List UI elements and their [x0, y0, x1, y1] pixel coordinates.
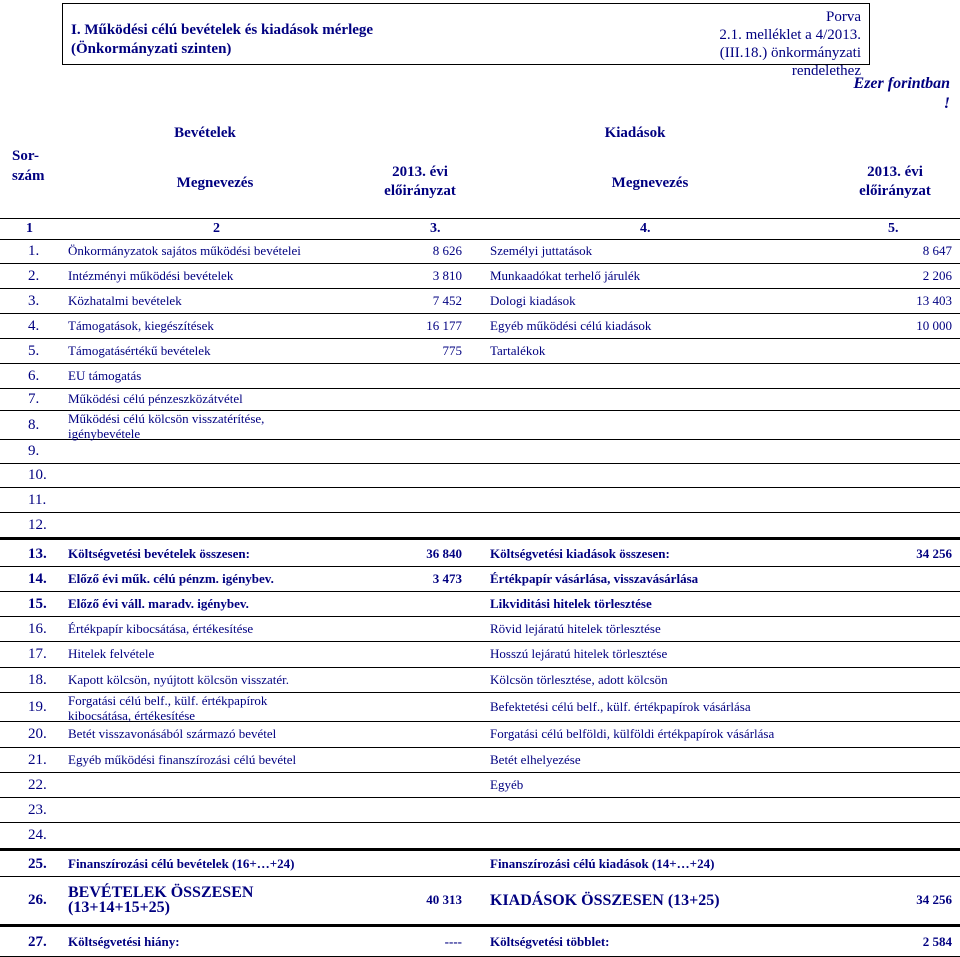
row-number: 24.	[28, 827, 47, 843]
income-name: Működési célú pénzeszközátvétel	[68, 391, 243, 406]
table-row	[0, 411, 960, 440]
income-name: Közhatalmi bevételek	[68, 293, 182, 308]
document-subtitle: (Önkormányzati szinten)	[71, 41, 232, 57]
row-number: 8.	[28, 417, 40, 433]
expense-amount: 2 206	[922, 268, 952, 283]
expense-name: Személyi juttatások	[490, 243, 593, 258]
expense-name: KIADÁSOK ÖSSZESEN (13+25)	[490, 892, 720, 909]
row-number: 5.	[28, 343, 40, 359]
title-box	[62, 3, 870, 79]
income-amount: 7 452	[432, 293, 462, 308]
income-name: Egyéb működési finanszírozási célú bevétel	[68, 752, 297, 767]
row-number: 23.	[28, 802, 47, 818]
row-number: 20.	[28, 726, 47, 742]
expense-name: Költségvetési többlet:	[490, 934, 610, 949]
row-number: 2.	[28, 268, 40, 284]
table-row	[0, 264, 960, 289]
table-row	[0, 389, 960, 411]
table-row	[0, 592, 960, 617]
row-number: 27.	[28, 934, 47, 950]
income-name: Betét visszavonásából származó bevétel	[68, 726, 277, 741]
income-amount: 8 626	[432, 243, 462, 258]
income-name: Önkormányzatok sajátos működési bevételei	[68, 243, 301, 258]
income-name: Költségvetési bevételek összesen:	[68, 546, 250, 561]
income-name: Támogatásértékű bevételek	[68, 343, 211, 358]
eloiranyzat-left-line2: előirányzat	[384, 183, 456, 199]
table-row	[0, 538, 960, 567]
income-name-cont: igénybevétele	[68, 426, 141, 441]
sorszam-line1: Sor-	[12, 148, 39, 164]
row-number: 25.	[28, 856, 47, 872]
row-number: 10.	[28, 467, 47, 483]
income-name: Működési célú kölcsön visszatérítése,	[68, 411, 265, 426]
expense-name: Rövid lejáratú hitelek törlesztése	[490, 621, 661, 636]
row-number: 11.	[28, 492, 47, 508]
col-num-5: 5.	[888, 221, 899, 236]
eloiranyzat-left-line1: 2013. évi	[392, 164, 448, 180]
table-row	[0, 798, 960, 823]
income-amount: 3 473	[432, 571, 462, 586]
table-row	[0, 748, 960, 773]
row-number: 21.	[28, 752, 47, 768]
row-number: 19.	[28, 699, 47, 715]
row-number: 12.	[28, 517, 47, 533]
income-name: Támogatások, kiegészítések	[68, 318, 214, 333]
row-number: 17.	[28, 646, 47, 662]
income-amount: 3 810	[432, 268, 462, 283]
table-row	[0, 364, 960, 389]
table-row	[0, 513, 960, 538]
annex-line-3: rendelethez	[791, 63, 861, 79]
eloiranyzat-right-line2: előirányzat	[859, 183, 931, 199]
eloiranyzat-right-line1: 2013. évi	[867, 164, 923, 180]
expense-name: Finanszírozási célú kiadások (14+…+24)	[490, 856, 715, 871]
table-row	[0, 314, 960, 339]
income-name-cont: (13+14+15+25)	[68, 899, 171, 916]
table-row	[0, 240, 960, 264]
annex-reference	[719, 8, 861, 80]
column-header-megnevezes-right: Megnevezés	[611, 175, 689, 191]
document-title: I. Működési célú bevételek és kiadások mérlege	[71, 22, 374, 38]
income-amount: ----	[444, 934, 462, 949]
expense-name: Befektetési célú belf., külf. értékpapírok vásárlása	[490, 699, 751, 714]
column-number-row	[0, 218, 960, 240]
expense-name: Betét elhelyezése	[490, 752, 581, 767]
income-amount: 775	[442, 343, 462, 358]
table-row	[0, 925, 960, 957]
row-number: 18.	[28, 672, 47, 688]
table-row	[0, 464, 960, 488]
municipality-name: Porva	[826, 9, 861, 25]
income-name: Értékpapír kibocsátása, értékesítése	[68, 621, 254, 636]
row-number: 13.	[28, 546, 47, 562]
annex-line-1: 2.1. melléklet a 4/2013.	[719, 27, 861, 43]
col-num-1: 1	[26, 221, 33, 236]
expense-name: Munkaadókat terhelő járulék	[490, 268, 641, 283]
row-number: 22.	[28, 777, 47, 793]
table-row	[0, 289, 960, 314]
expense-amount: 34 256	[916, 892, 952, 907]
table-row	[0, 440, 960, 464]
unit-label-line2: !	[943, 95, 950, 112]
expense-name: Költségvetési kiadások összesen:	[490, 546, 670, 561]
income-name-cont: kibocsátása, értékesítése	[68, 708, 196, 723]
income-name: Forgatási célú belf., külf. értékpapírok	[68, 693, 268, 708]
expense-amount: 13 403	[916, 293, 952, 308]
table-row	[0, 823, 960, 849]
income-name: Finanszírozási célú bevételek (16+…+24)	[68, 856, 295, 871]
table-row	[0, 773, 960, 798]
unit-label	[854, 74, 950, 114]
expense-name: Dologi kiadások	[490, 293, 576, 308]
row-number: 7.	[28, 391, 40, 407]
sorszam-line2: szám	[12, 168, 45, 184]
expense-name: Hosszú lejáratú hitelek törlesztése	[490, 646, 668, 661]
row-number: 9.	[28, 443, 40, 459]
expense-amount: 2 584	[922, 934, 952, 949]
table-row	[0, 642, 960, 668]
document-header	[0, 0, 960, 218]
row-number: 4.	[28, 318, 40, 334]
column-header-kiadasok: Kiadások	[604, 125, 666, 141]
income-name: Kapott kölcsön, nyújtott kölcsön visszatér.	[68, 672, 289, 687]
row-number: 14.	[28, 571, 47, 587]
income-name: Előző évi műk. célú pénzm. igénybev.	[68, 571, 274, 586]
expense-name: Likviditási hitelek törlesztése	[490, 596, 652, 611]
income-name: Előző évi váll. maradv. igénybev.	[68, 596, 249, 611]
expense-name: Értékpapír vásárlása, visszavásárlása	[490, 571, 699, 586]
column-header-sorszam	[12, 146, 52, 186]
column-header-bevetelek: Bevételek	[174, 125, 236, 141]
table-row	[0, 722, 960, 748]
table-row	[0, 617, 960, 642]
income-name: EU támogatás	[68, 368, 142, 383]
table-row	[0, 849, 960, 877]
unit-label-line1: Ezer forintban	[853, 75, 950, 92]
income-name: Költségvetési hiány:	[68, 934, 180, 949]
expense-name: Forgatási célú belföldi, külföldi értékpapírok vásárlása	[490, 726, 775, 741]
table-row	[0, 567, 960, 592]
column-header-megnevezes-left: Megnevezés	[176, 175, 254, 191]
col-num-3: 3.	[430, 221, 441, 236]
income-amount: 40 313	[426, 892, 462, 907]
row-number: 3.	[28, 293, 40, 309]
expense-name: Kölcsön törlesztése, adott kölcsön	[490, 672, 668, 687]
expense-name: Tartalékok	[490, 343, 546, 358]
expense-amount: 10 000	[916, 318, 952, 333]
income-amount: 16 177	[426, 318, 462, 333]
table-row	[0, 877, 960, 925]
row-number: 15.	[28, 596, 47, 612]
row-number: 26.	[28, 892, 47, 908]
table-row	[0, 668, 960, 693]
income-name: BEVÉTELEK ÖSSZESEN	[68, 884, 254, 901]
income-amount: 36 840	[426, 546, 462, 561]
income-name: Hitelek felvétele	[68, 646, 155, 661]
expense-amount: 34 256	[916, 546, 952, 561]
table-row	[0, 488, 960, 513]
col-num-4: 4.	[640, 221, 651, 236]
column-header-eloiranyzat-right	[840, 163, 950, 201]
expense-amount: 8 647	[922, 243, 952, 258]
row-number: 1.	[28, 243, 40, 259]
table-row	[0, 693, 960, 722]
row-number: 6.	[28, 368, 40, 384]
column-header-eloiranyzat-left	[370, 163, 470, 201]
income-name: Intézményi működési bevételek	[68, 268, 234, 283]
row-number: 16.	[28, 621, 47, 637]
expense-name: Egyéb	[490, 777, 524, 792]
table-row	[0, 339, 960, 364]
annex-line-2: (III.18.) önkormányzati	[719, 45, 861, 61]
col-num-2: 2	[213, 221, 220, 236]
expense-name: Egyéb működési célú kiadások	[490, 318, 652, 333]
